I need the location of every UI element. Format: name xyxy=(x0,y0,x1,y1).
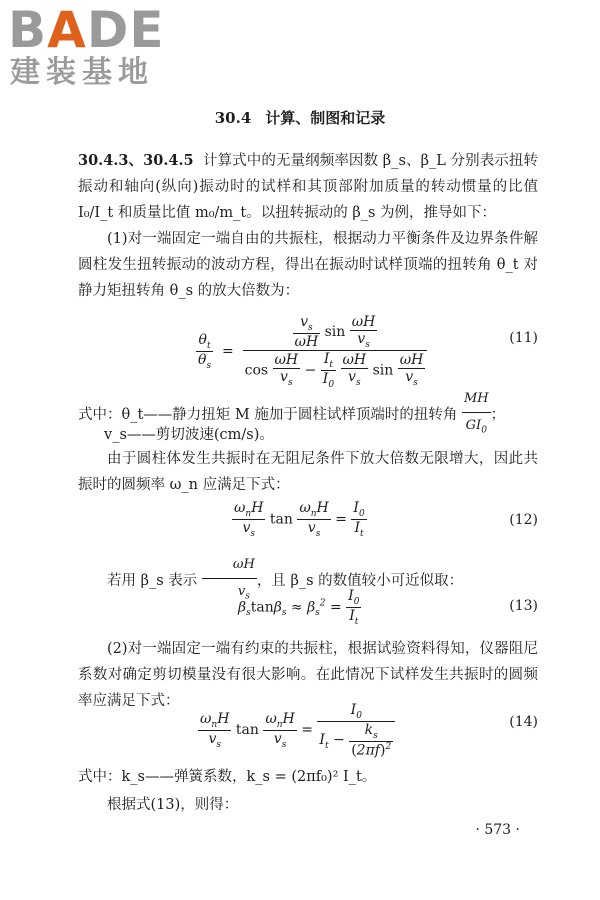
equation-14: $\frac{\omega_nH}{v_s}$ tan $\frac{\omega_nH}{v_s}$ = $I_0$ $I_t$ − $\frac{k_s}{(2\pi f)^2}$ (14) xyxy=(200,702,538,759)
clause-reference: 30.4.3、30.4.5 xyxy=(78,152,194,169)
equation-12: $\frac{\omega_nH}{v_s}$ tan $\frac{\omega_nH}{v_s}$ = $\frac{I_0}{I_t}$ (12) xyxy=(234,500,538,539)
brand-logo xyxy=(8,2,188,94)
equation-13-number: (13) xyxy=(509,598,538,614)
where-clause-1b: v_s——剪切波速(cm/s)。 xyxy=(104,427,274,443)
case2-paragraph: (2)对一端固定一端有约束的共振柱，根据试验资料得知，仪器阻尼系数对确定剪切模量没有很大影响。在此情况下试样发生共振时的圆频率应满足下式： xyxy=(78,641,538,709)
logo-wordmark: BADE xyxy=(8,1,165,59)
logo-subtitle: 建装基地 xyxy=(10,55,154,90)
equation-12-number: (12) xyxy=(509,512,538,528)
intro-paragraph: 30.4.3、30.4.5 计算式中的无量纲频率因数 β_s、β_L 分别表示扭转振动和轴向(纵向)振动时的试样和其顶部附加质量的转动惯量的比值 I₀/I_t 和质量比值 m₀/m_t。以扭转振动的 β_s 为例，推导如下： xyxy=(78,152,538,221)
page-number: · 573 · xyxy=(475,822,520,838)
equation-14-number: (14) xyxy=(509,714,538,730)
where-clause-2: 式中：k_s——弹簧系数，k_s = (2πf₀)² I_t。 xyxy=(78,769,377,785)
section-number: 30.4 xyxy=(214,109,252,127)
resonance-paragraph: 由于圆柱体发生共振时在无阻尼条件下放大倍数无限增大，因此共振时的圆频率 ω_n 应满足下式： xyxy=(78,451,538,493)
case1-paragraph: (1)对一端固定一端自由的共振柱，根据动力平衡条件及边界条件解圆柱发生扭转振动的波动方程，得出在振动时试样顶端的扭转角 θ_t 对静力矩扭转角 θ_s 的放大倍数为： xyxy=(78,231,538,299)
approx-paragraph: 若用 β_s 表示 $\frac{\omega H}{v_s}$ ，且 β_s 的数值较小可近似取： xyxy=(78,552,538,610)
conclusion-paragraph: 根据式(13)，则得： xyxy=(107,797,239,813)
section-heading: 计算、制图和记录 xyxy=(265,109,386,127)
equation-11: $\frac{\theta_t}{\theta_s}$ = $\frac{v_s}{\omega H}$ sin $\frac{\omega H}{v_s}$ cos $\frac{\omega H}{v_s}$ − $\frac{I_t}{I_0}$ $\frac{\omega H}{v_s}$ sin $\frac{\omega H}{v_s}$ (11) xyxy=(198,314,538,390)
section-title xyxy=(0,107,600,128)
equation-11-number: (11) xyxy=(509,330,538,346)
equation-13: $\beta_s\tan\beta_s \approx \beta_s^2$ = $\frac{I_0}{I_t}$ (13) xyxy=(238,588,538,627)
where-clause-1a: 式中：θ_t——静力扭矩 M 施加于圆柱试样顶端时的扭转角 $\frac{MH}{GI_0}$ ； xyxy=(78,386,538,444)
